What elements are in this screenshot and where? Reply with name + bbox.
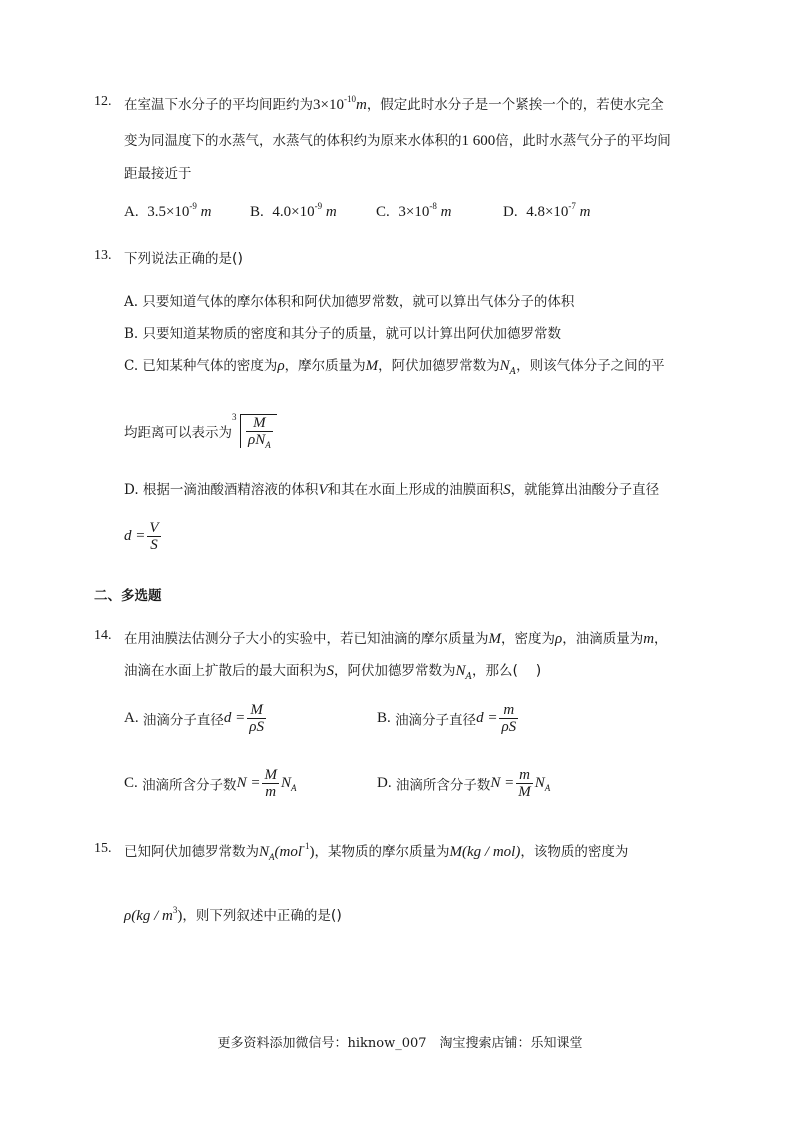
q13-stem: 下列说法正确的是() (124, 251, 243, 267)
q14-option-b: B. 油滴分子直径d = $\frac{m}{\rho S}$ (377, 702, 517, 735)
q13-option-d-formula: d = $\frac{V}{S}$ (124, 520, 159, 553)
q12-line-1: 在室温下水分子的平均间距约为$3\times 10^{-10}m$，假定此时水分子是一个紧挨一个的，若使水完全 (124, 94, 664, 113)
q13-option-c: C. 已知某种气体的密度为ρ，摩尔质量为M，阿伏加德罗常数为$N_A$，则该气体分子之间的平 (124, 358, 665, 377)
q13-option-a: A. 只要知道气体的摩尔体积和阿伏加德罗常数，就可以算出气体分子的体积 (124, 294, 575, 310)
q14-option-d: D. 油滴所含分子数N = $\frac{m}{M}$ $N_A$ (377, 767, 551, 800)
q14-option-c: C. 油滴所含分子数N = $\frac{M}{m}$ $N_A$ (124, 767, 297, 800)
q14-line-1: 在用油膜法估测分子大小的实验中，若已知油滴的摩尔质量为M，密度为ρ，油滴质量为m， (124, 631, 668, 647)
answer-blank: ( ) (512, 663, 542, 679)
q12-option-a: A. $3.5\times 10^{-9}$ m (124, 201, 212, 220)
q13-option-c-line-2: 均距离可以表示为 3 $\frac{M}{\rho N_A}$ (124, 414, 277, 448)
question-14 (94, 627, 112, 644)
q14-line-2: 油滴在水面上扩散后的最大面积为S，阿伏加德罗常数为$N_A$，那么( ) (124, 663, 542, 682)
question-number: 14. (94, 628, 112, 643)
q15-line-2: $\rho(kg / m^3)$，则下列叙述中正确的是() (124, 905, 342, 924)
value-ratio: 1 600 (461, 133, 496, 149)
q13-option-d: D. 根据一滴油酸酒精溶液的体积V和其在水面上形成的油膜面积S，就能算出油酸分子直径 (124, 482, 660, 498)
value-spacing: $3\times 10^{-10}m$ (313, 94, 367, 113)
footer-promo-text: 更多资料添加微信号：hiknow_007 淘宝搜索店铺：乐知课堂 (217, 1036, 583, 1051)
cube-root-formula: 3 $\frac{M}{\rho N_A}$ (232, 414, 277, 448)
q12-line-2: 变为同温度下的水蒸气，水蒸气的体积约为原来水体积的1 600倍，此时水蒸气分子的平均间 (124, 133, 671, 149)
question-number: 12. (94, 94, 112, 109)
q13-option-b: B. 只要知道某物质的密度和其分子的质量，就可以计算出阿伏加德罗常数 (124, 326, 562, 342)
q14-option-a: A. 油滴分子直径d = $\frac{M}{\rho S}$ (124, 702, 264, 735)
section-heading: 二、多选题 (94, 588, 162, 604)
q12-line-3: 距最接近于 (124, 166, 192, 182)
q15-line-1: 已知阿伏加德罗常数为$N_A(mol^{-1})$，某物质的摩尔质量为M(kg / mol)，该物质的密度为 (124, 841, 629, 862)
question-number: 15. (94, 841, 112, 856)
q12-option-d: D. $4.8\times 10^{-7}$ m (503, 201, 591, 220)
question-15 (94, 840, 112, 857)
answer-blank: () (232, 251, 243, 267)
question-12 (94, 93, 112, 110)
question-number: 13. (94, 248, 112, 263)
question-13 (94, 247, 112, 264)
q12-option-c: C. $3\times 10^{-8}$ m (376, 201, 452, 220)
q12-option-b: B. $4.0\times 10^{-9}$ m (250, 201, 337, 220)
answer-blank: () (330, 908, 342, 924)
